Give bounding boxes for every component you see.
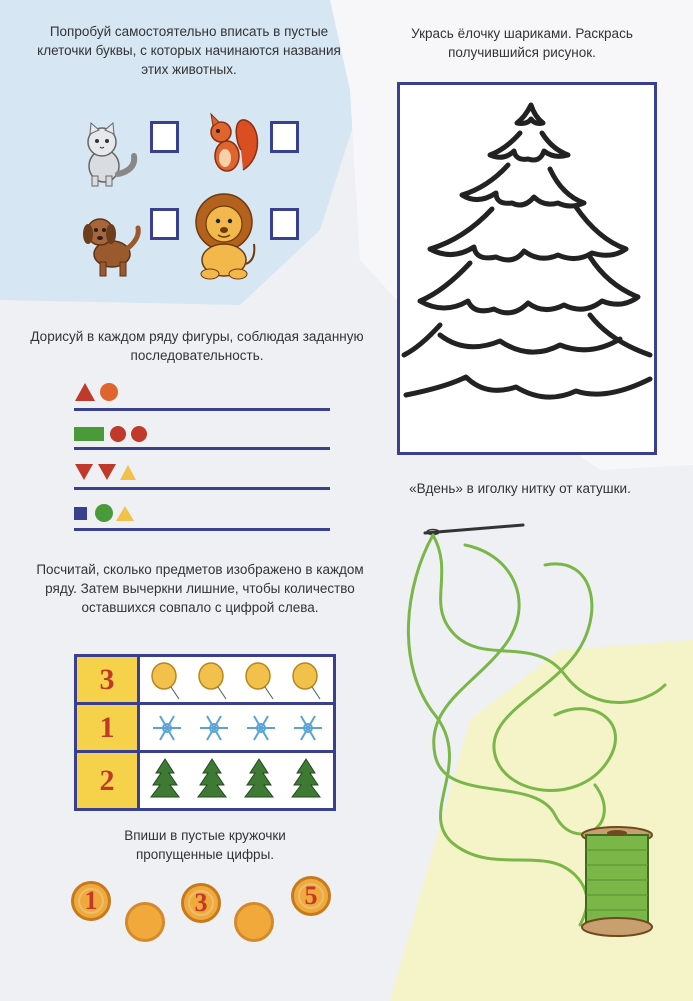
tree-coloring-frame[interactable] bbox=[397, 82, 657, 455]
animals-instruction: Попробуй самостоятельно вписать в пустые клеточки буквы, с которых начинаются названия этих животных. bbox=[37, 24, 341, 77]
circle-shape bbox=[131, 426, 147, 442]
row-number: 2 bbox=[77, 753, 140, 808]
fir-tree-icon bbox=[151, 759, 179, 797]
balloon-icon bbox=[293, 663, 320, 699]
count-instruction: Посчитай, сколько предметов изображено в каждом ряду. Затем вычеркни лишние, чтобы количество оставшихся совпало с цифрой слева. bbox=[36, 562, 364, 615]
tree-instruction: Укрась ёлочку шариками. Раскрась получившийся рисунок. bbox=[411, 26, 633, 60]
drawing-line-2[interactable] bbox=[74, 447, 330, 450]
counting-table bbox=[74, 654, 336, 811]
empty-circle-4[interactable] bbox=[234, 902, 274, 942]
fir-trees-group bbox=[147, 757, 331, 803]
thread-maze[interactable] bbox=[395, 515, 685, 945]
cat-icon bbox=[78, 120, 144, 190]
circle-shape bbox=[110, 426, 126, 442]
shapes-instruction: Дорисуй в каждом ряду фигуры, соблюдая заданную последовательность. bbox=[30, 329, 364, 363]
circles-instruction: Впиши в пустые кружочки пропущенные цифры. bbox=[124, 828, 286, 862]
shapes-row-3 bbox=[74, 461, 144, 483]
shapes-row-4 bbox=[74, 502, 144, 524]
balloon-icon bbox=[152, 663, 179, 699]
circle-shape bbox=[100, 383, 118, 401]
triangle-down-shape bbox=[75, 464, 93, 480]
counting-row-fir-trees bbox=[77, 753, 333, 801]
thread-spool-icon bbox=[582, 827, 652, 936]
balloons-group bbox=[147, 661, 331, 701]
thread-instruction: «Вдень» в иголку нитку от катушки. bbox=[409, 481, 631, 496]
animal-letter-box-4[interactable] bbox=[270, 208, 299, 240]
shapes-row-1 bbox=[74, 381, 124, 403]
drawing-line-3[interactable] bbox=[74, 487, 330, 490]
fir-tree-icon bbox=[245, 759, 273, 797]
snowflake-icon bbox=[247, 716, 275, 740]
number-circle-5: 5 bbox=[291, 876, 331, 916]
rectangle-shape bbox=[74, 427, 104, 441]
squirrel-icon bbox=[203, 110, 259, 180]
number-circle-3: 3 bbox=[181, 883, 221, 923]
drawing-line-4[interactable] bbox=[74, 528, 330, 531]
circle-shape bbox=[95, 504, 113, 522]
triangle-down-shape bbox=[98, 464, 116, 480]
snowflake-icon bbox=[200, 716, 228, 740]
balloon-icon bbox=[246, 663, 273, 699]
fir-tree-outline bbox=[400, 85, 654, 452]
lion-icon bbox=[190, 190, 260, 282]
fir-tree-icon bbox=[292, 759, 320, 797]
number-circle-1: 1 bbox=[71, 881, 111, 921]
animal-letter-box-3[interactable] bbox=[150, 208, 179, 240]
dog-icon bbox=[78, 208, 144, 280]
fir-tree-icon bbox=[198, 759, 226, 797]
balloon-icon bbox=[199, 663, 226, 699]
animal-letter-box-1[interactable] bbox=[150, 121, 179, 153]
snowflakes-group bbox=[147, 709, 331, 749]
shapes-row-2 bbox=[74, 423, 154, 445]
triangle-shape bbox=[116, 506, 134, 521]
triangle-shape bbox=[120, 465, 136, 480]
animal-letter-box-2[interactable] bbox=[270, 121, 299, 153]
triangle-shape bbox=[75, 383, 95, 401]
snowflake-icon bbox=[153, 716, 181, 740]
counting-row-snowflakes bbox=[77, 705, 333, 753]
row-number: 1 bbox=[77, 705, 140, 750]
square-shape bbox=[74, 507, 87, 520]
counting-row-balloons bbox=[77, 657, 333, 705]
row-number: 3 bbox=[77, 657, 140, 702]
drawing-line-1[interactable] bbox=[74, 408, 330, 411]
snowflake-icon bbox=[294, 716, 322, 740]
empty-circle-2[interactable] bbox=[125, 902, 165, 942]
